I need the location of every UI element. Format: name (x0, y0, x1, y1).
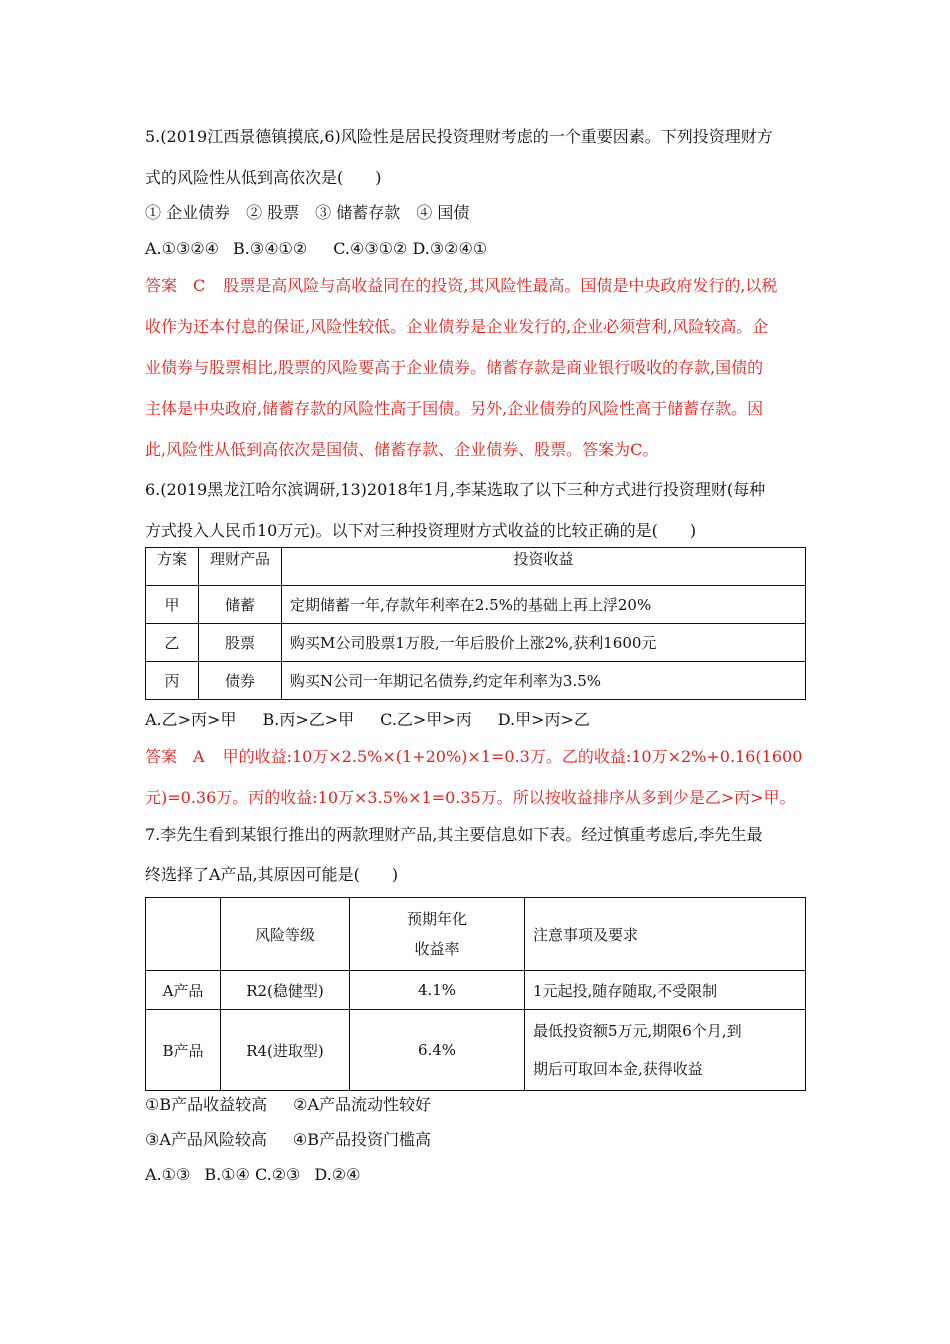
q6-answer-line1 (145, 746, 810, 768)
q6-stem-line2: 方式投入人民币10万元)。以下对三种投资理财方式收益的比较正确的是( ) (145, 521, 697, 540)
table-cell: 储蓄 (199, 586, 282, 624)
q7-statement-2: ②A产品流动性较好 (293, 1095, 432, 1114)
q5-option-d: D.③②④① (412, 239, 488, 258)
table-row (146, 662, 806, 700)
q7-options (145, 1164, 810, 1186)
yield-header-line1: 预期年化 (406, 910, 467, 928)
table-cell (525, 1010, 806, 1091)
notes-line1: 最低投资额5万元,期限6个月,到 (533, 1022, 742, 1040)
q5-answer-label: 答案 C (145, 276, 206, 295)
table-cell: 购买N公司一年期记名债券,约定年利率为3.5% (282, 662, 806, 700)
q7-statements-line1 (145, 1094, 810, 1116)
table-cell: 股票 (199, 624, 282, 662)
q5-options (145, 238, 810, 260)
q5-answer-line3: 业债券与股票相比,股票的风险要高于企业债券。储蓄存款是商业银行吸收的存款,国债的 (145, 358, 764, 377)
q6-option-b: B.丙>乙>甲 (262, 710, 355, 729)
table-header-cell: 方案 (146, 548, 199, 586)
q7-statements-line2 (145, 1129, 810, 1151)
table-header-row (146, 548, 806, 586)
notes-line2: 期后可取回本金,获得收益 (533, 1060, 703, 1078)
table-cell: A产品 (146, 971, 221, 1010)
table-cell: 甲 (146, 586, 199, 624)
table-row (146, 971, 806, 1010)
table-row (146, 1010, 806, 1091)
q5-answer-line5: 此,风险性从低到高依次是国债、储蓄存款、企业债券、股票。答案为C。 (145, 440, 659, 459)
table-cell: 定期储蓄一年,存款年利率在2.5%的基础上再上浮20% (282, 586, 806, 624)
q7-statement-1: ①B产品收益较高 (145, 1095, 268, 1114)
q5-stem-line1: 5.(2019江西景德镇摸底,6)风险性是居民投资理财考虑的一个重要因素。下列投资理财方 (145, 127, 773, 146)
table-header-cell: 投资收益 (282, 548, 806, 586)
table-row (146, 624, 806, 662)
q5-answer-text: 股票是高风险与高收益同在的投资,其风险性最高。国债是中央政府发行的,以税 (223, 276, 778, 295)
q6-option-c: C.乙>甲>丙 (380, 710, 472, 729)
q5-answer-line4: 主体是中央政府,储蓄存款的风险性高于国债。另外,企业债券的风险性高于储蓄存款。因 (145, 399, 764, 418)
q7-stem-line1: 7.李先生看到某银行推出的两款理财产品,其主要信息如下表。经过慎重考虑后,李先生最 (145, 825, 763, 844)
yield-header-line2: 收益率 (414, 940, 460, 958)
q6-option-a: A.乙>丙>甲 (145, 710, 237, 729)
q7-stem-line2: 终选择了A产品,其原因可能是( ) (145, 865, 399, 884)
q5-option-a: A.①③②④ (145, 239, 220, 258)
q7-option-a: A.①③ (145, 1165, 191, 1184)
table-header-cell (350, 898, 525, 971)
q7-statement-4: ④B产品投资门槛高 (292, 1130, 432, 1149)
table-cell: 丙 (146, 662, 199, 700)
table-cell: B产品 (146, 1010, 221, 1091)
table-cell: 购买M公司股票1万股,一年后股价上涨2%,获利1600元 (282, 624, 806, 662)
table-cell: 债券 (199, 662, 282, 700)
q5-stem-line2: 式的风险性从低到高依次是( ) (145, 168, 382, 187)
q6-option-d: D.甲>丙>乙 (497, 710, 590, 729)
q6-options (145, 709, 810, 731)
q7-statement-3: ③A产品风险较高 (145, 1130, 267, 1149)
table-header-row (146, 898, 806, 971)
q5-items: ① 企业债券 ② 股票 ③ 储蓄存款 ④ 国债 (145, 203, 470, 222)
q6-answer-line2: 元)=0.36万。丙的收益:10万×3.5%×1=0.35万。所以按收益排序从多到少是乙>丙>甲。 (145, 788, 796, 807)
q5-option-b: B.③④①② (233, 239, 308, 258)
q5-answer-line2: 收作为还本付息的保证,风险性较低。企业债券是企业发行的,企业必须营利,风险较高。企 (145, 317, 769, 336)
q7-option-d: D.②④ (314, 1165, 361, 1184)
table-cell: R4(进取型) (221, 1010, 350, 1091)
q6-answer-label: 答案 A (145, 747, 205, 766)
q5-answer-line1 (145, 275, 810, 297)
q7-option-c: C.②③ (254, 1165, 301, 1184)
table-header-cell: 理财产品 (199, 548, 282, 586)
q5-option-c: C.④③①② (333, 239, 408, 258)
q7-option-b: B.①④ (204, 1165, 250, 1184)
table-cell: 乙 (146, 624, 199, 662)
q6-table (145, 547, 806, 700)
table-cell: 4.1% (350, 971, 525, 1010)
table-header-cell: 注意事项及要求 (525, 898, 806, 971)
table-cell: R2(稳健型) (221, 971, 350, 1010)
table-cell: 6.4% (350, 1010, 525, 1091)
q6-stem-line1: 6.(2019黑龙江哈尔滨调研,13)2018年1月,李某选取了以下三种方式进行投资理财(每种 (145, 480, 766, 499)
table-cell: 1元起投,随存随取,不受限制 (525, 971, 806, 1010)
table-header-cell: 风险等级 (221, 898, 350, 971)
q6-answer-text: 甲的收益:10万×2.5%×(1+20%)×1=0.3万。乙的收益:10万×2%+0.16(1600 (222, 747, 803, 766)
q7-table (145, 897, 806, 1091)
table-header-cell-empty (146, 898, 221, 971)
table-row (146, 586, 806, 624)
